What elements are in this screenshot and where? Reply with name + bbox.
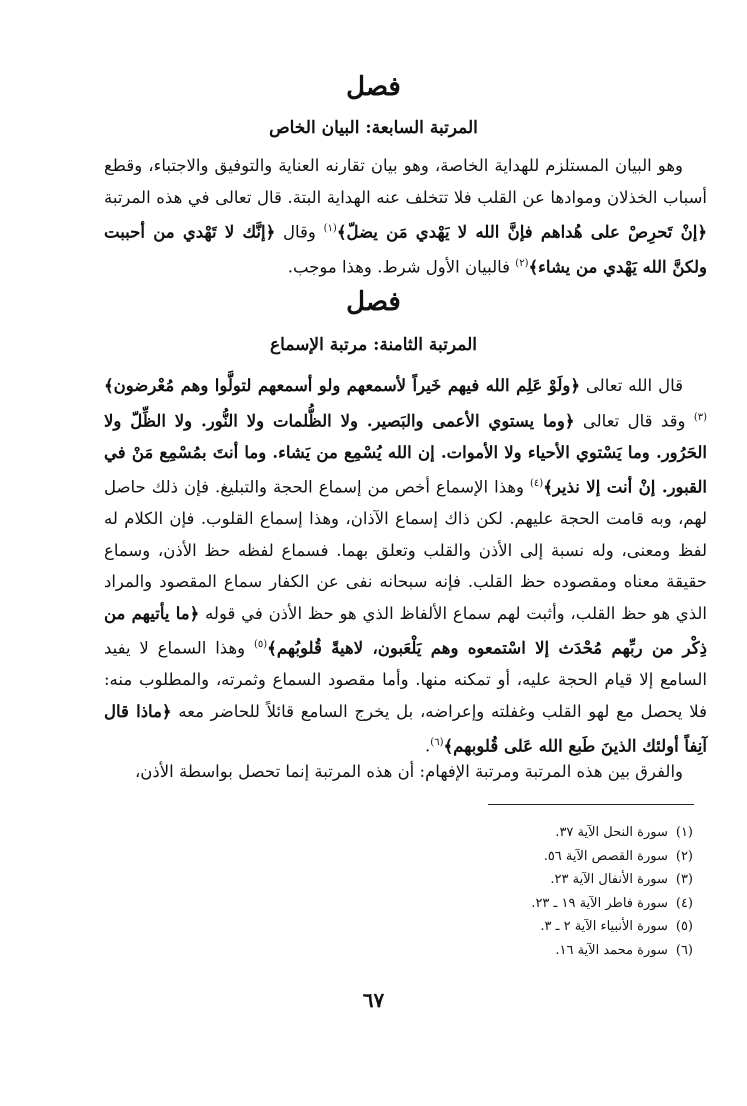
paragraph-text: وهذا الإسماع أخص من إسماع الحجة والتبليغ. فإن ذلك حاصل لهم، وبه قامت الحجة عليهم. لكن ذاك إسماع الآذان، وهذا إسماع القلوب. فإن الكلام له لفظ ومعنى، وله نسبة إلى الأذن والقلب وتعلق بهما. فسماع لفظه حظ الأذن، وسماع حقيقة معناه ومقصوده حظ القلب. فإنه سبحانه نفى عن الكفار سماع المقصود والمراد الذي هو حظ القلب، وأثبت لهم سماع الألفاظ الذي هو حظ الأذن في قوله — [104, 477, 707, 623]
footnote-text: سورة محمد الآية ١٦. — [555, 942, 668, 958]
footnote-text: سورة النحل الآية ٣٧. — [555, 825, 668, 840]
paragraph-text: وقال — [275, 222, 324, 242]
footnote-item — [393, 939, 693, 963]
footnote-item — [393, 892, 693, 916]
footnote-text: سورة الأنفال الآية ٢٣. — [550, 872, 668, 887]
paragraph-seventh-rank — [104, 150, 707, 283]
footnote-item — [393, 821, 693, 845]
footnote-marker: (٦) — [430, 737, 444, 748]
paragraph-text: قال الله تعالى — [579, 376, 683, 395]
paragraph-text: . — [425, 736, 431, 756]
section-heading: فصل — [346, 287, 401, 317]
paragraph-text: والفرق بين هذه المرتبة ومرتبة الإفهام: أن هذه المرتبة إنما تحصل بواسطة الأذن، — [134, 762, 683, 781]
footnote-number: (٤) — [675, 895, 693, 911]
page-number: ٦٧ — [362, 988, 385, 1012]
footnote-marker: (٤) — [530, 478, 544, 489]
quran-verse: ﴿ولَوْ عَلِم الله فيهم خَيراً لأسمعهم ولو أسمعهم لتولَّوا وهم مُعْرضون﴾ — [104, 376, 580, 395]
quran-verse: ﴿ماذا قال آنِفاً أولئك الذينَ طَبع الله عَلى قُلوبهم﴾ — [104, 701, 707, 756]
footnote-item — [393, 915, 693, 939]
footnote-marker: (٢) — [515, 258, 529, 269]
footnote-number: (٢) — [675, 848, 693, 864]
section-subheading: المرتبة السابعة: البيان الخاص — [269, 118, 478, 138]
footnote-marker: (١) — [323, 223, 337, 234]
section-subheading: المرتبة الثامنة: مرتبة الإسماع — [270, 335, 477, 355]
footnote-text: سورة القصص الآية ٥٦. — [543, 848, 668, 864]
quran-verse: ﴿إنَّك لا تَهْدي من أحببت ولكنَّ الله يَهْدي من يشاء﴾ — [104, 222, 707, 277]
footnote-marker: (٥) — [253, 639, 268, 650]
footnote-divider — [488, 804, 694, 805]
section-heading: فصل — [346, 72, 401, 102]
footnote-item — [393, 868, 693, 892]
paragraph-text: وهذا السماع لا يفيد السامع إلا قيام الحجة عليه، أو تمكنه منها. وأما مقصود السماع وثمرته، والمطلوب منه: فلا يحصل مع لهو القلب وغفلته وإعراضه، بل يخرج السامع قائلاً للحاضر معه — [104, 638, 707, 721]
paragraph-eighth-rank — [104, 370, 707, 762]
footnote-text: سورة فاطر الآية ١٩ ـ ٢٣. — [531, 895, 668, 911]
quran-verse: ﴿ما يأتيهم من ذِكْر من ربِّهم مُحْدَث إلا اسْتمعوه وهم يَلْعَبون، لاهيةً قُلوبُهم﴾ — [104, 603, 707, 658]
footnote-number: (٦) — [675, 942, 693, 958]
footnote-number: (١) — [675, 825, 693, 840]
footnote-item — [393, 845, 693, 869]
paragraph-difference — [104, 756, 707, 788]
footnote-number: (٣) — [675, 872, 693, 887]
quran-verse: ﴿وما يستوي الأعمى والبَصير. ولا الظُّلمات ولا النُّور. ولا الظِّلّ ولا الحَرُور. وما يَسْتوي الأحياء ولا الأموات. إن الله يُسْمِع من يَشاء. وما أنتَ بمُسْمِع مَنْ في القبور. إنْ أنت إلا نذير﴾ — [104, 411, 708, 497]
paragraph-text: فالبيان الأول شرط. وهذا موجب. — [287, 257, 516, 277]
footnote-number: (٥) — [675, 919, 693, 934]
footnotes-list — [393, 821, 693, 962]
footnote-text: سورة الأنبياء الآية ٢ ـ ٣. — [540, 919, 668, 934]
paragraph-text: وهو البيان المستلزم للهداية الخاصة، وهو بيان تقارنه العناية والتوفيق والاجتباء، وقطع أسباب الخذلان وموادها عن القلب فلا تتخلف عنه الهداية البتة. قال تعالى في هذه المرتبة — [104, 156, 707, 207]
footnote-marker: (٣) — [693, 411, 707, 423]
paragraph-text: وقد قال تعالى — [574, 411, 694, 430]
quran-verse: ﴿إنْ تَحرِصْ على هُداهم فإنَّ الله لا يَهْدي مَن يضلّ﴾ — [336, 222, 707, 242]
